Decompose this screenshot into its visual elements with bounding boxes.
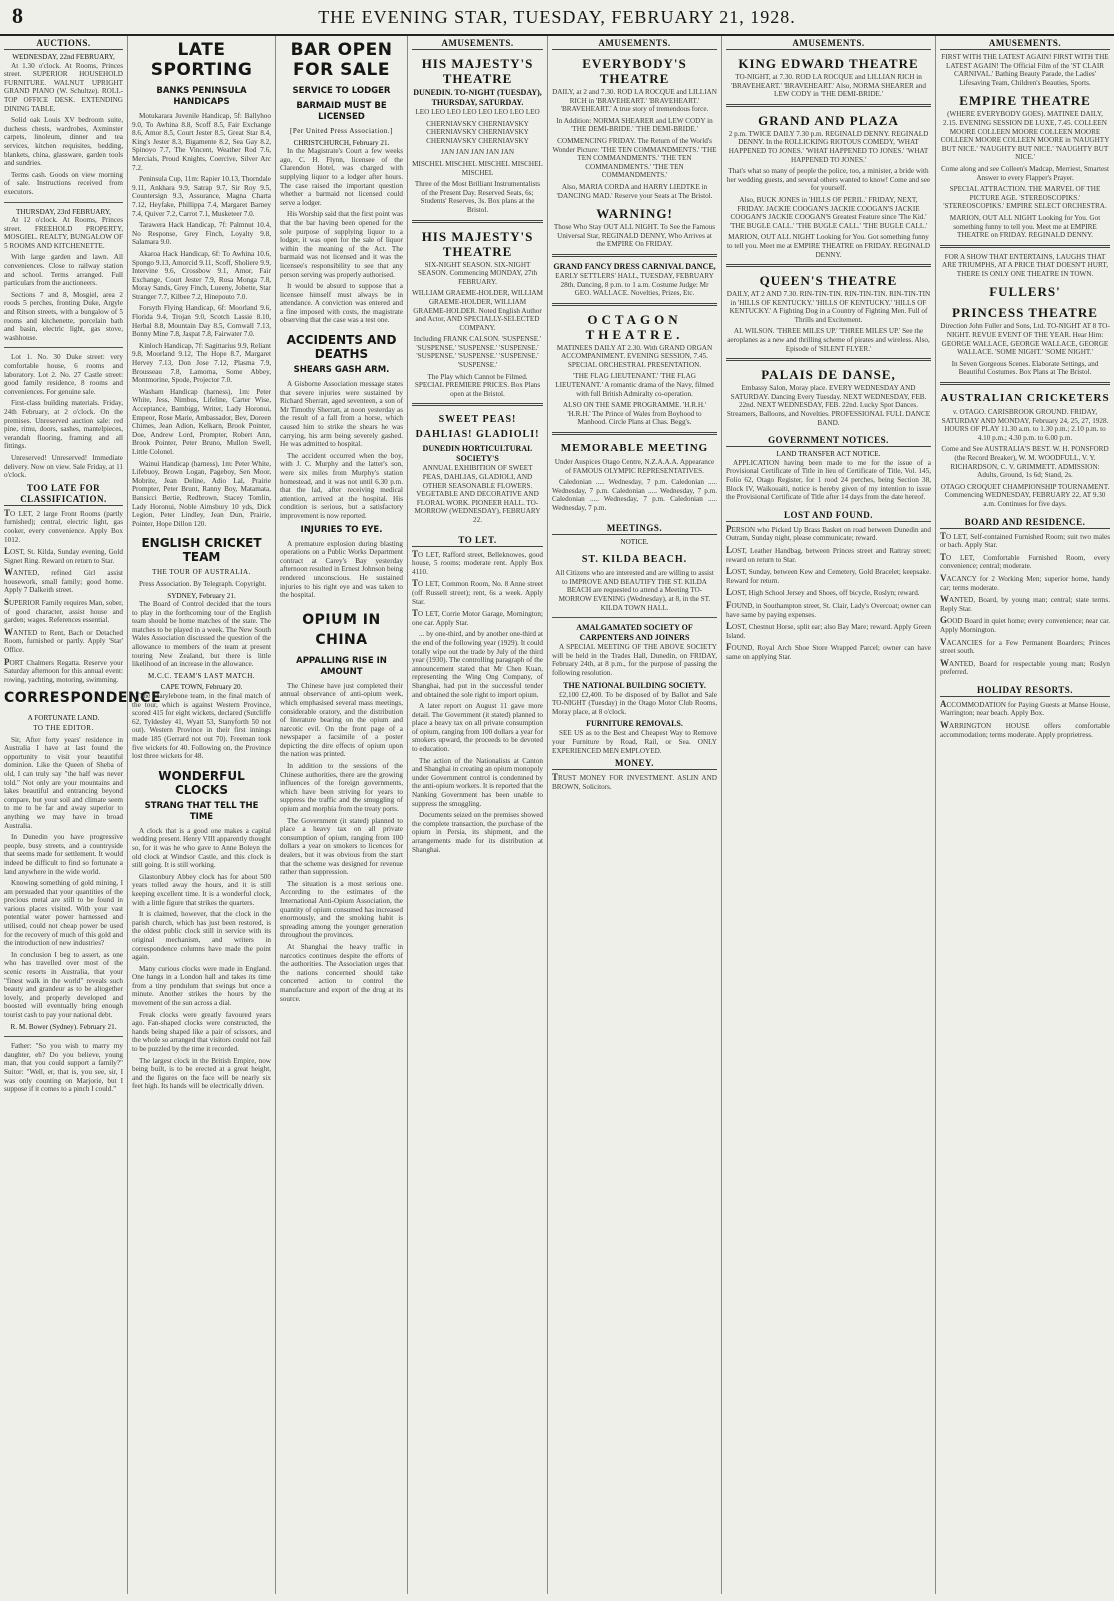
filler-text: Lot 1. No. 30 Duke street: very comfortable house, 6 rooms and laboratory. Lot 2. No. 27 Castle street: good family residence, 8 rooms and conveniences. For genuine sale. [4, 353, 123, 396]
fullers-title: FULLERS' [989, 284, 1061, 300]
auctions-heading: AUCTIONS. [4, 38, 123, 50]
classified-ad: GOOD Board in quiet home; every convenience; near car. Apply Mornington. [940, 615, 1110, 634]
filler-text: Akaroa Hack Handicap, 6f: To Awhina 10.6, Spongo 9.13, Amorcid 9.11, Scoff, Sholiere 9.9, Intervine 9.6, Crossbow 9.1, Amor, Fair Exchange, Court Jester 7.9, Rosa Monga 7.8, Moray Sands, Grey Finch, Lueeny, Jobette, Star Stranger 7.7, Kilbee 7.2, Hinepouto 7.0. [132, 249, 271, 301]
filler-text: Tarawera Hack Handicap, 7f: Palmnut 10.4, No Response, Grey Finch, Loyalty 9.8, Salamara 9.0. [132, 221, 271, 247]
classified-ad: LOST, Chestnut Horse, split ear; also Bay Mare; reward. Apply Green Island. [726, 621, 931, 640]
holiday-heading: HOLIDAY RESORTS. [940, 685, 1110, 697]
filler-text: In addition to the sessions of the Chinese authorities, there are the growing influences of the foreign governments, which have been striving for years to suppress the traffic and the smuggling of opium and morphia from the treaty ports. [280, 762, 403, 814]
letter-signature: R. M. Bower (Sydney). February 21. [10, 1022, 117, 1031]
everybodys-ad-title: EVERYBODY'S THEATRE [582, 56, 687, 86]
filler-text: The Marylebone team, in the final match of the tour, which is against Western Province, scored 415 for eight wickets, declared (Sutcliffe 62, Tyldesley 41, Wyatt 53, Stanyforth 50 not out). Western Province in their first innings made 185 (Gerrard not out 70). Freeman took five wickets for 40. Following on, the Province lost three wickets for 48. [132, 692, 271, 761]
octagon-title: OCTAGON THEATRE. [585, 311, 684, 342]
classified-ad: LOST, St. Kilda, Sunday evening, Gold Signet Ring. Reward on return to Star. [4, 546, 123, 565]
column-amusements-3 [722, 36, 936, 1594]
ad-text: SEE US as to the Best and Cheapest Way to Remove your Furniture by Road, Rail, or Sea. ONLY EXPERIENCED MEN EMPLOYED. [552, 729, 717, 755]
auction-date-1: WEDNESDAY, 22nd FEBRUARY, [12, 53, 115, 61]
government-heading: GOVERNMENT NOTICES. [726, 435, 931, 447]
injuries-heading: INJURIES TO EYE. [300, 524, 383, 535]
filler-text: Washam Handicap (harness), 1m: Peter White, Jess, Nimbus, Lifeline, Carter Wise, Acceptance, Bambigg, Writer, Lady Horonui, Empeor, Rose Marie, Ambassador, Bev, Doreen Chimes, Jean Adion, Kelkarn, Brook Pointer, Doe, Andrew Lord, Prompter, Robert Ann, Brook Pointer, Peter Bruno, Mullon Swell, Little Colonel. [132, 387, 271, 456]
mcc-subheading: M.C.C. TEAM'S LAST MATCH. [147, 671, 256, 680]
column-amusements-4 [936, 36, 1114, 1594]
ad-text: MISCHEL MISCHEL MISCHEL MISCHEL MISCHEL [412, 159, 543, 177]
filler-text: Motukarara Juvenile Handicap, 5f: Ballyhoo 9.0, To Awhina 8.8, Scoff 8.5, Fair Exchange 8.6, Amor 8.5, Court Jester 8.5, Great Star 8.4, King's Jester 8.3, Bigamente 8.2, Sea Gay 8.2, Spinoyo 7.7, The Vincent, Weather Rod 7.6, Mercials, Proud Knights, Coercive, Silver Arc 7.2. [132, 112, 271, 172]
ad-text: SPECIAL ATTRACTION. THE MARVEL OF THE PICTURE AGE. 'STEREOSCOPIKS.' 'STEREOSCOPIKS.' EMPIRE SELECT ORCHESTRA. [943, 185, 1107, 211]
accidents-heading: ACCIDENTS AND DEATHS [286, 333, 397, 362]
filler-text: Wainui Handicap (harness), 1m: Peter White, Lifebuoy, Brown Logan, Pageboy, Sen Moor, Mobrite, Jean Deline, Adio Lal, Prairie Prompter, Peter Brunt, Ranny Boy, Matamata, Bansicci Bertie, Redbrown, Stacey Tomlin, Lady Horonui, Noble Aimsbury 10 yds, Dick Legion, Peter Lindley, Jean Dun, Prairie, Pointer, Hope Dillon 120. [132, 459, 271, 528]
lost-found-heading: LOST AND FOUND. [726, 510, 931, 522]
classified-ad: TO LET, Corrie Motor Garage, Mornington; one car. Apply Star. [412, 608, 543, 627]
princess-title: PRINCESS THEATRE [952, 305, 1098, 321]
ad-text: COMMENCING FRIDAY. The Return of the World's Wonder Picture: 'THE TEN COMMANDMENTS.' 'THE TEN COMMANDMENTS.' 'THE TEN COMMANDMENTS.' 'THE TEN COMMANDMENTS.' [552, 136, 717, 180]
filler-text: It would be absurd to suppose that a licensee himself must always be in attendance. A conviction was entered and a fine imposed with costs, the magistrate observing that the case was a test one. [280, 282, 403, 325]
filler-text: The Chinese have just completed their annual observance of anti-opium week, which emphasised several mass meetings, considerable oratory, and the distribution of literature bearing on the opium and narcotic evil. On the front page of a newspaper a facsimile of a poster depicting the dire effects of opium upon the nation was printed. [280, 681, 403, 759]
letter-to: TO THE EDITOR. [33, 724, 94, 732]
barmaid-heading: BARMAID MUST BE LICENSED [296, 101, 387, 122]
amalgamated-title: AMALGAMATED SOCIETY OF CARPENTERS AND JOINERS [576, 623, 693, 643]
filler-text: A premature explosion during blasting operations on a Public Works Department contract at Carey's Bay yesterday afternoon resulted in Ernest Johnson being rendered unconscious. He sustained injuries to his right eye and was taken to the hospital. [280, 539, 403, 600]
correspondence-heading: CORRESPONDENCE [4, 690, 162, 707]
filler-text: Solid oak Louis XV bedroom suite, duchess chests, wardrobes, Axminster carpets, linoleum, dinner and tea services, kitchen requisites, bedding, blankets, china, glassware, garden tools and sundries. [4, 116, 123, 168]
classified-ad: SUPERIOR Family requires Man, sober, of good character, assist house and garden; wages. References essential. [4, 597, 123, 625]
ad-text: ANNUAL EXHIBITION OF SWEET PEAS, DAHLIAS, GLADIOLI, AND OTHER SEASONABLE FLOWERS. VEGETABLE AND DECORATIVE AND FLORAL WORK. PIONEER HALL. TO-MORROW (WEDNESDAY), FEBRUARY 22. [414, 464, 541, 524]
ad-text: The Play which Cannot be Filmed. SPECIAL PREMIERE PRICES. Box Plans open at the Bristol. [414, 372, 541, 398]
classified-ad: FOUND, in Southampton street, St. Clair, Lady's Overcoat; owner can have same by paying expenses. [726, 599, 931, 619]
ad-text: Including FRANK CALSON. 'SUSPENSE.' 'SUSPENSE.' 'SUSPENSE.' 'SUSPENSE.' 'SUSPENSE.' 'SUSPENSE.' 'SUSPENSE.' 'SUSPENSE.' [413, 335, 542, 370]
ad-text: LEO LEO LEO LEO LEO LEO LEO LEO [415, 108, 540, 116]
ad-text: MATINEES DAILY AT 2.30. With GRAND ORGAN ACCOMPANIMENT. EVENING SESSION, 7.45. SPECIAL ORCHESTRAL PRESENTATION. [556, 343, 713, 369]
ad-text: In Addition: NORMA SHEARER and LEW CODY in 'THE DEMI-BRIDE.' 'THE DEMI-BRIDE.' [556, 116, 713, 134]
ad-text: v. OTAGO. CARISBROOK GROUND. FRIDAY, SATURDAY AND MONDAY, February 24, 25, 27, 1928. HOURS OF PLAY 11.30 a.m. to 1.30 p.m.; 2.10 p.m. to 4.10 p.m.; 4.30 p.m. to 6.00 p.m. [941, 408, 1109, 442]
ad-text: Under Auspices Otago Centre, N.Z.A.A.A. Appearance of FAMOUS OLYMPIC REPRESENTATIVES. [554, 458, 715, 475]
ad-text: AL WILSON. 'THREE MILES UP.' 'THREE MILES UP.' See the aeroplanes as a new and thrilling scheme of pirates and wireless. Also, Episode of 'SILENT FLYER.' [727, 327, 930, 353]
his-majestys-ad-title-2: HIS MAJESTY'S THEATRE [421, 228, 534, 259]
empire-title: EMPIRE THEATRE [959, 93, 1091, 109]
building-society-title: THE NATIONAL BUILDING SOCIETY. [563, 680, 706, 690]
classified-ad: LOST, Leather Handbag, between Princes street and Rattray street; reward on return to Star. [726, 544, 931, 564]
classified-ad: TRUST MONEY FOR INVESTMENT. ASLIN AND BROWN, Solicitors. [552, 772, 717, 791]
filler-text: The action of the Nationalists at Canton and Shanghai in creating an opium monopoly under Government control is condemned by the anti-opium workers. It is reported that the Nanking Government has been unable to suppress the smuggling. [412, 756, 543, 808]
queens-title: QUEEN'S THEATRE [759, 273, 898, 289]
amusements-heading: AMUSEMENTS. [940, 38, 1110, 50]
amusements-heading: AMUSEMENTS. [726, 38, 931, 50]
to-let-heading: TO LET. [412, 535, 543, 547]
classified-ad: TO LET, Rafford street, Belleknowes, good house, 5 rooms; moderate rent. Apply Box 4110. [412, 548, 543, 576]
ad-text: EARLY SETTLERS' HALL, TUESDAY, FEBRUARY 28th. Dancing, 8 p.m. to 1 a.m. Costume Judge: Mr GEO. WALLACE. Novelties, Prizes, Etc. [555, 271, 714, 298]
filler-text: His Worship said that the first point was that the bar having been opened for the sole purpose of supplying liquor to a lodger, it was open for the sale of liquor within the meaning of the Act. The barmaid was not licensed and it was the licensee's responsibility to see that any person serving was properly authorised. [280, 210, 403, 279]
ad-text: Come along and see Colleen's Madcap, Merriest, Smartest Answer to every Flapper's Prayer. [941, 164, 1109, 182]
letter-body: Sir, After forty years' residence in Australia I have at last found the opportunity to visit your beautiful dominion. Like the Queen of Sheba of old, I can truly say "the half was never told." Not only are your mountains and lakes beautiful and entrancing beyond compare, but your soil and climate seem to me to be far and away superior to anything we may have in broad Australia. [4, 735, 123, 830]
carnival-title: GRAND FANCY DRESS CARNIVAL DANCE, [553, 261, 716, 271]
auction-text-1: At 1.30 o'clock. At Rooms, Princes street. SUPERIOR HOUSEHOLD FURNITURE. WALNUT UPRIGHT GRAND PIANO (W. Schultze). ROLL-TOP OFFICE DESK. EXTENDING DINING TABLE. [4, 61, 123, 113]
his-majestys-ad-title: HIS MAJESTY'S THEATRE [421, 56, 534, 86]
dunedin-hort-title: DUNEDIN HORTICULTURAL SOCIETY'S [422, 444, 533, 464]
filler-text: Unreserved! Unreserved! Immediate delivery. Now on view. Sale Friday, at 11 o'clock. [4, 453, 123, 480]
ad-text: WILLIAM GRAEME-HOLDER, WILLIAM GRAEME-HOLDER, WILLIAM GRAEME-HOLDER. Noted English Author and Actor, AND SPECIALLY-SELECTED COMPANY. [412, 289, 544, 332]
filler-text: The largest clock in the British Empire, now being built, is to be erected at a great height, and the figures on the face will be nearly six feet high. Its hands will be electrically driven. [132, 1056, 271, 1091]
letter-body: In Dunedin you have progressive people, busy streets, and a countryside that seems made for settlement. It would indeed be difficult to find so fortunate a land anywhere in the wide world. [4, 833, 123, 876]
letter-title: A FORTUNATE LAND. [27, 714, 100, 723]
classified-ad: WANTED, refined Girl assist housework, small family; good home. Apply 7 Dalkeith street. [4, 567, 123, 595]
filler-text: The accident occurred when the boy, with J. C. Murphy and the latter's son, were six miles from Murphy's station homestead, and it was not until 6.30 p.m. that the lad, after receiving medical attention, arrived at the hospital. His condition is serious, but a satisfactory improvement is now reported. [280, 451, 403, 520]
ad-text: SIX-NIGHT SEASON. SIX-NIGHT SEASON. Commencing MONDAY, 27th FEBRUARY. [417, 260, 538, 286]
ad-text: £2,100 £2,400. To be disposed of by Ballot and Sale TO-NIGHT (Tuesday) in the Otago Motor Club Rooms, Moray place, at 8 o'clock. [552, 690, 717, 716]
column-auctions [0, 36, 162, 1594]
opium-heading: OPIUM IN CHINA [302, 611, 381, 648]
filler-text: Father: "So you wish to marry my daughter, eh? Do you believe, young man, that you could support a family?" Suitor: "Well, er, that is, you see, sir, I was only counting on Marjorie, but I suppose if it comes to a pinch I could." [4, 1042, 123, 1094]
classified-ad: FOUND, Royal Arch Shoe Store Wrapped Parcel; owner can have same on applying Star. [726, 642, 931, 661]
ad-text: TO-NIGHT, at 7.30. ROD LA ROCQUE and LILLIAN RICH in 'BRAVEHEART.' 'BRAVEHEART.' Also, NORMA SHEARER and LEW CODY in 'THE DEMI-BRIDE.' [730, 73, 927, 99]
filler-text: It is claimed, however, that the clock in the parish church, which has just been restored, is the oldest public clock still in service with its original mechanism, and writers in correspondence columns have made the point again. [132, 910, 271, 962]
ad-text: MARION, OUT ALL NIGHT Looking for You. Got something funny to tell you. Meet me at EMPIRE THEATRE on FRIDAY. REGINALD DENNY. [726, 233, 931, 259]
ad-text: Direction John Fuller and Sons, Ltd. TO-NIGHT AT 8 TO-NIGHT. REVUE EVENT OF THE YEAR. Hear Him: GEORGE WALLACE, GEORGE WALLACE, GEORGE WALLACE. 'SOME NIGHT.' 'SOME NIGHT.' [940, 322, 1110, 357]
filler-text: ... by one-third, and by another one-third at the end of the following year (1929). It could totally wipe out the trade by July of the third year (1930). The controlling paragraph of the announcement stated that Mr Chen Kuan, representing the Wing Ong Company, of Shanghai, had put in the successful tender and obtained the sole right to import opium. [412, 630, 543, 699]
column-news [276, 36, 408, 1594]
classified-ad: PERSON who Picked Up Brass Basket on road between Dunedin and Outram, Sunday night, please communicate; reward. [726, 523, 931, 543]
ad-text: 'THE FLAG LIEUTENANT.' 'THE FLAG LIEUTENANT.' A romantic drama of the Navy, filmed with full British Admiralty co-operation. [555, 372, 714, 398]
bar-open-heading: BAR OPEN FOR SALE [290, 40, 393, 80]
cape-town-dateline: CAPE TOWN, February 20. [160, 683, 243, 692]
ad-text: Also, MARIA CORDA and HARRY LIEDTKE in 'DANCING MAD.' Reserve your Seats at The Bristol. [556, 182, 713, 200]
letter-body: Knowing something of gold mining, I am persuaded that your quantities of the precious metal are still to be found in various places visited. With your vast potential water power harnessed and utilised, could not cheap power be used for the recovery of much of this gold and the introduction of new industries? [4, 879, 123, 948]
auction-date-2: THURSDAY, 23rd FEBRUARY, [16, 207, 111, 216]
ad-text: FIRST WITH THE LATEST AGAIN! FIRST WITH THE LATEST AGAIN! The Official Film of the 'ST CLAIR CARNIVAL.' Bathing Beauty Parade, the Ladies' Lifesaving Team, Children's Beauties, Sports. [941, 53, 1109, 87]
ad-text: A SPECIAL MEETING OF THE ABOVE SOCIETY will be held in the Trades Hall, Dunedin, on FRIDAY, February 24th, at 8 p.m., for the purpose of passing the following resolution. [552, 643, 717, 677]
ad-text: DAILY, at 2 and 7.30. ROD LA ROCQUE and LILLIAN RICH in 'BRAVEHEART.' 'BRAVEHEART.' 'BRAVEHEART.' A true story of tremendous force. [552, 88, 717, 114]
shears-heading: SHEARS GASH ARM. [293, 365, 390, 376]
filler-text: At Shanghai the heavy traffic in narcotics continues despite the efforts of the authorities. The Association urges that the nations concerned should take concerted action to control the manufacture and export of the drug at its source. [280, 942, 403, 1003]
ad-text: All Citizens who are interested and are willing to assist to IMPROVE AND BEAUTIFY THE ST. KILDA BEACH are requested to attend a Meeting TO-MORROW EVENING (Wednesday), at 8, in the ST. KILDA TOWN HALL. [555, 569, 714, 612]
palais-title: PALAIS DE DANSE, [761, 367, 896, 383]
press-association: [Per United Press Association.] [290, 127, 393, 135]
filler-text: First-class building materials. Friday, 24th February, at 2 o'clock. On the premises. Unreserved auction sale: red pine, rimu, doors, sashes, mantelpieces, verandah flooring, framing and all fittings. [4, 399, 123, 451]
filler-text: Press Association. By Telegraph. Copyright. [139, 579, 267, 588]
column-amusements-2 [548, 36, 722, 1594]
appalling-heading: APPALLING RISE IN AMOUNT [296, 655, 387, 677]
banks-peninsula-heading: BANKS PENINSULA HANDICAPS [156, 86, 247, 107]
filler-text: Peninsula Cup, 11m: Rapier 10.13, Thorndale 9.11, Ankhara 9.9, Satrap 9.7, Sir Roy 9.5, Countersign 9.3, Assurance, Magna Charta 7.12, Heyfake, Phillippa 7.4, Margaret Barney 7.4, Quiver 7.2, Carrot 7.1, Musketeer 7.0. [132, 175, 271, 218]
classified-ad: LOST, High School Jersey and Shoes, off bicycle, Roslyn; reward. [726, 587, 920, 598]
paper-title: THE EVENING STAR, TUESDAY, FEBRUARY 21, 1928. [318, 7, 796, 27]
filler-text: Freak clocks were greatly favoured years ago. Fan-shaped clocks were constructed, the hands being shaped like a pair of scissors, and the whole so arranged that visitors could not fail to be puzzled by the time it recorded. [132, 1010, 271, 1054]
strang-subheading: STRANG THAT TELL THE TIME [144, 800, 259, 822]
ad-text: Also, BUCK JONES in 'HILLS OF PERIL.' FRIDAY, NEXT, FRIDAY. JACKIE COOGAN'S JACKIE COOGAN'S JACKIE COOGAN'S JACKIE COOGAN'S Greatest Feature since 'The Kid.' 'THE BUGLE CALL.' 'THE BUGLE CALL.' 'THE BUGLE CALL.' [729, 195, 928, 230]
filler-text: A Gisborne Association message states that severe injuries were sustained by Richard Sherratt, aged seventeen, a son of Mr Timothy Sherratt, at noon yesterday as the result of a fall from a horse, which caused him to strike the shears he was carrying, his arm being severely gashed. He was admitted to hospital. [280, 380, 403, 449]
filler-text: A later report on August 11 gave more detail. The Government (it stated) planned to place a heavy tax on all private consumption of opium, ranging from 100 dollars a year for smokers upward, the proceeds to be devoted to education. [412, 702, 543, 754]
column-sporting [128, 36, 276, 1594]
ad-text: ALSO ON THE SAME PROGRAMME. 'H.R.H.' 'H.R.H.' The Prince of Wales from Boyhood to Manhood. Circle Plans at Chas. Begg's. [562, 401, 707, 427]
wonderful-clocks-heading: WONDERFUL CLOCKS [158, 768, 245, 797]
ad-text: Three of the Most Brilliant Instrumentalists of the Present Day. Reserved Seats, 6s; Students' Reserves, 3s. Box plans at the Bristol. [414, 180, 541, 214]
ad-text: CHERNIAVSKY CHERNIAVSKY CHERNIAVSKY CHERNIAVSKY CHERNIAVSKY CHERNIAVSKY [426, 119, 529, 145]
ad-text: DAILY, AT 2 AND 7.30. RIN-TIN-TIN. RIN-TIN-TIN. RIN-TIN-TIN in 'HILLS OF KENTUCKY.' 'HILLS OF KENTUCKY.' 'HILLS OF KENTUCKY.' A Fighting Dog in a Country of Fighting Men. Full of Thrills and Excitement. [726, 290, 931, 324]
letter-body: In conclusion I beg to assert, as one who has travelled over most of the scenic resorts in Australia, that your "finest walk in the world" reveals such beauty and grandeur as to be altogether lovely, and properly developed and boosted will eventually bring enough tourist cash to pay your national debt. [4, 950, 123, 1019]
filler-text: The Board of Control decided that the tours to play in the forthcoming tour of the English team should be home matches of the state. The matches to be played in a week. The New South Wales Association discussed the question of the allowance to members of the team at present touring New Zealand, but there is little likelihood of an increase in the allowance. [132, 600, 271, 669]
filler-text: Forsyth Flying Handicap, 6f: Moorland 9.6, Florida 9.4, Trojan 9.0, Scotch Lassie 8.10, Herbal 8.8, Mountain Day 8.5, Cornwall 7.13, Bonny Mine 7.8, Jaspat 7.8, Fairwater 7.0. [132, 304, 271, 339]
australian-title: AUSTRALIAN CRICKETERS [940, 392, 1110, 405]
filler-text: A clock that is a good one makes a capital wedding present. Henry VIII apparently thought so, for it was he who gave to Anne Boleyn the old clock at Windsor Castle, and this clock is still going. It is still working. [132, 826, 271, 870]
sweet-peas-ad-title: SWEET PEAS! DAHLIAS! GLADIOLI! [415, 414, 540, 441]
ad-text: Those Who Stay OUT ALL NIGHT. To See the Famous Universal Star, REGINALD DENNY, Who Arrives at the EMPIRE On FRIDAY. [553, 223, 716, 249]
auction-text-2: At 12 o'clock. At Rooms, Princes street. FREEHOLD PROPERTY, MOSGIEL. REALTY, BUNGALOW OF 5 ROOMS AND KITCHENETTE. [4, 216, 123, 250]
classified-ad: TO LET, 2 large Front Rooms (partly furnished); central, electric light, gas cooker, every convenience. Apply Box 1012. [4, 507, 123, 544]
masthead [0, 0, 1114, 36]
board-heading: BOARD AND RESIDENCE. [940, 517, 1110, 529]
sydney-dateline: SYDNEY, February 21. [167, 591, 236, 600]
christchurch-dateline: CHRISTCHURCH, February 21. [293, 138, 390, 147]
filler-text: Sections 7 and 8, Mosgiel, area 2 roods 5 perches, fronting Duke, Argyle and Ritson streets, with a bungalow of 5 rooms and kitchenette, porcelain bath and basin, electric light, gas stove, washhouse. [4, 290, 123, 342]
tour-subheading: THE TOUR OF AUSTRALIA. [152, 568, 251, 577]
classified-ad: VACANCY for 2 Working Men; superior home, handy car; terms moderate. [940, 572, 1110, 592]
classified-ad: WANTED, Board, by young man; central; state terms. Reply Star. [940, 594, 1110, 613]
ad-text: That's what so many of people the police, too, a minister, a bride with her wedding guests, and several others wanted to know! Come and see for yourself. [726, 167, 931, 193]
classified-ad: TO LET, Comfortable Furnished Room, every convenience; central; moderate. [940, 551, 1110, 571]
notice-title: NOTICE. [620, 537, 649, 546]
ad-text: MARION, OUT ALL NIGHT Looking for You. Got something funny to tell you. Meet me at EMPIRE THEATRE on FRIDAY. REGINALD DENNY. [949, 213, 1101, 240]
ad-text: FOR A SHOW THAT ENTERTAINS, LAUGHS THAT ARE TRIUMPHS, AT A PRICE THAT DOESN'T HURT, THERE IS ONLY ONE THEATRE IN TOWN. [942, 252, 1108, 278]
ad-text: DUNEDIN. TO-NIGHT (TUESDAY), THURSDAY, SATURDAY. [413, 88, 542, 107]
classified-ad: VACANCIES for a Few Permanent Boarders; Princes street south. [940, 636, 1110, 656]
classified-ad: WANTED, Board for respectable young man; Roslyn preferred. [940, 657, 1110, 677]
amusements-heading: AMUSEMENTS. [412, 38, 543, 50]
classified-ad: TO LET, Self-contained Furnished Room; suit two males or bach. Apply Star. [940, 530, 1110, 550]
service-lodger-heading: SERVICE TO LODGER [292, 86, 391, 96]
ad-text: In Seven Gorgeous Scenes. Elaborate Settings, and Beautiful Costumes. Box Plans at The Bristol. [951, 359, 1099, 377]
ad-text: OTAGO CROQUET CHAMPIONSHIP TOURNAMENT. Commencing WEDNESDAY, FEBRUARY 22, AT 9.30 a.m. Continues for five days. [940, 482, 1110, 508]
ad-text: Embassy Salon, Moray place. EVERY WEDNESDAY AND SATURDAY. Dancing Every Tuesday. NEXT WEDNESDAY, FEB. 22nd. NEXT WEDNESDAY, FEB. 22nd. Lucky Spot Dances. Streamers, Balloons, and Novelties. PROFESSIONAL FULL DANCE BAND. [726, 384, 931, 427]
filler-text: Glastonbury Abbey clock has for about 500 years tolled away the hours, and it is still keeping excellent time. It is a wonderful clock, with a little figure that strikes the quarters. [132, 872, 271, 907]
classified-ad: LOST, Sunday, between Kew and Cemetery, Gold Bracelet; keepsake. Reward for return. [726, 566, 931, 585]
column-amusements-1 [408, 36, 548, 1594]
classified-ad: ACCOMMODATION for Paying Guests at Manse House, Warrington; near beach. Apply Box. [940, 698, 1110, 718]
ad-text: LAND TRANSFER ACT NOTICE. [776, 450, 881, 459]
classified-ad: TO LET, Common Room, No. 8 Anne street (off Russell street); rent, 6s a week. Apply Star. [412, 578, 543, 606]
warning-title: WARNING! [596, 206, 673, 222]
late-sporting-heading: LATE SPORTING [150, 40, 253, 80]
filler-text: With large garden and lawn. All conveniences. Close to railway station and school. Terms arranged. Full particulars from the auctioneers. [4, 253, 123, 288]
filler-text: Many curious clocks were made in England. One hangs in a London hall and takes its time from a tiny pendulum that swings but once a minute. Another strikes the hours by the movement of the sun across a dial. [132, 964, 271, 1008]
ad-text: APPLICATION having been made to me for the issue of a Provisional Certificate of Title in lieu of Certificate of Title, Vol. 145, Folio 62, Otago Register, for 1 rood 24 perches, being Section 38, Block IV, Waikouaiti, notice is hereby given of my intention to issue the Provisional Certificate of Title after 14 days from the date hereof. [726, 458, 931, 502]
too-late-heading: TOO LATE FOR CLASSIFICATION. [4, 483, 123, 506]
furniture-title: FURNITURE REMOVALS. [586, 719, 683, 729]
page-number: 8 [12, 3, 23, 28]
filler-text: The Government (it stated) planned to place a heavy tax on all private consumption of opium, ranging from 100 dollars a year on smokers to licences for dealers, but it was obvious from the start that the scheme was designed for revenue rather than suppression. [280, 816, 403, 877]
classified-ad: PORT Chalmers Regatta. Reserve your Saturday afternoon for this annual event: rowing, yachting, motoring, swimming. [4, 656, 123, 684]
english-cricket-heading: ENGLISH CRICKET TEAM [141, 536, 262, 565]
filler-text: Documents seized on the premises showed the complete transaction, the purchase of the opium in Persia, its shipment, and the arrangements made for its distribution at Shanghai. [412, 811, 543, 854]
filler-text: Kinloch Handicap, 7f: Sagittarius 9.9, Reliant 9.8, Moorland 9.12, The Hope 8.7, Margaret Hervey 7.13, Don Jose 7.12, Plasma 7.9, Brousseau 7.8, Lamorna, Some Abbey, Montmorine, Spode, Projector 7.0. [132, 341, 271, 385]
ad-text: Caledonian ..... Wednesday, 7 p.m. Caledonian ..... Wednesday, 7 p.m. Caledonian ..... Wednesday, 7 p.m. Caledonian ..... Wednesday, 7 p.m. Caledonian ..... Wednesday, 7 p.m. [552, 478, 717, 512]
money-heading: MONEY. [552, 758, 717, 770]
ad-text: (WHERE EVERYBODY GOES). MATINEE DAILY, 2.15. EVENING SESSION DE LUXE, 7.45. COLLEEN MOORE COLLEEN MOORE COLLEEN MOORE COLLEEN MOORE COLLEEN MOORE in 'NAUGHTY BUT NICE.' 'NAUGHTY BUT NICE.' 'NAUGHTY BUT NICE.' [940, 110, 1110, 162]
filler-text: In the Magistrate's Court a few weeks ago, C. H. Flynn, licensee of the Clarendon Hotel, was charged with supplying liquor to a lodger after hours. The case raised the important question whether a barmaid not licensed could serve a lodger. [280, 147, 403, 207]
filler-text: The situation is a most serious one. According to the estimates of the International Anti-Opium Association, the quantity of opium consumed has increased enormously, and the smoking habit is spreading among the younger generation throughout the provinces. [280, 879, 403, 940]
amusements-heading: AMUSEMENTS. [552, 38, 717, 50]
ad-text: JAN JAN JAN JAN JAN [440, 148, 515, 157]
king-edward-title: KING EDWARD THEATRE [738, 56, 919, 71]
filler-text: Terms cash. Goods on view morning of sale. Instructions received from executors. [4, 170, 123, 196]
st-kilda-title: ST. KILDA BEACH. [581, 554, 688, 566]
classified-ad: WANTED to Rent, Bach or Detached Room, furnished or partly. Apply 'Star' Office. [4, 626, 123, 655]
grand-plaza-title: GRAND AND PLAZA [758, 112, 899, 128]
ad-text: 2 p.m. TWICE DAILY 7.30 p.m. REGINALD DENNY. REGINALD DENNY. In the ROLLICKING RIOTOUS COMEDY, 'WHAT HAPPENED TO JONES.' 'WHAT HAPPENED TO JONES.' 'WHAT HAPPENED TO JONES.' [728, 129, 929, 164]
meetings-heading: MEETINGS. [552, 523, 717, 535]
ad-text: Come and See AUSTRALIA'S BEST. W. H. PONSFORD (the Record Breaker), W. M. WOODFULL, V. Y. RICHARDSON, C. V. GRIMMETT. ADMISSION: Adults, Ground, 1s 6d; Stand, 2s. [941, 445, 1109, 480]
memorable-title: MEMORABLE MEETING [560, 442, 709, 455]
classified-ad: WARRINGTON HOUSE offers comfortable accommodation; terms moderate. Apply proprietress. [940, 720, 1110, 739]
